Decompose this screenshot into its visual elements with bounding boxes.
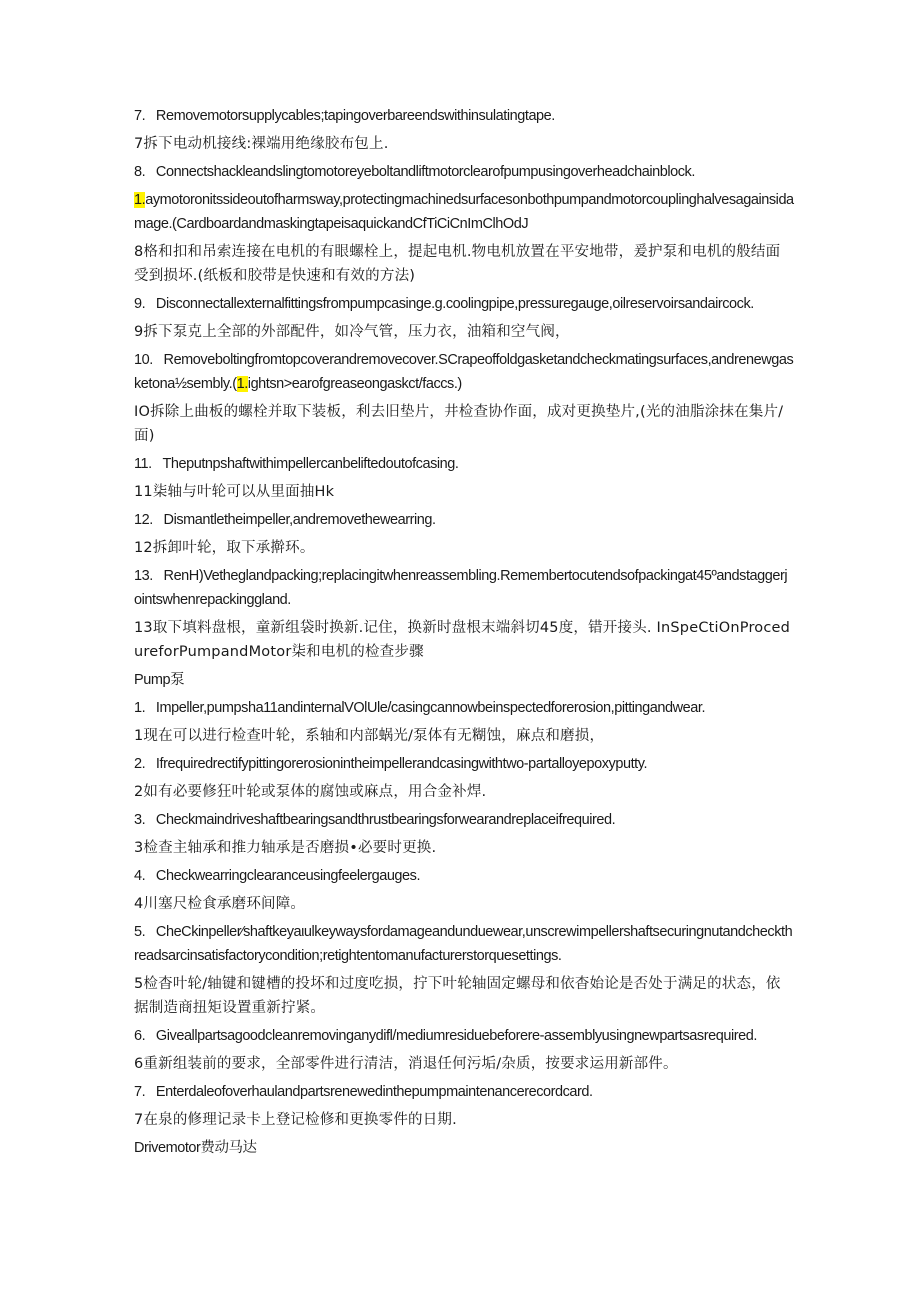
step-8-lay-motor-text: aymotoronitssideoutofharmsway,protectingmachinedsurfacesonbothpumpandmotorcouplinghalvesagainsidamage.(CardboardandmaskingtapeisaquickandCfTiCiCnImClhOdJ (134, 192, 794, 232)
step-8-lay-motor-en (134, 188, 794, 236)
pump-step-5-zh: 5检杳叶轮/轴键和键槽的投坏和过度吃损，拧下叶轮轴固定螺母和依杳始论是否处于满足的状态，依据制造商扭矩设置重新拧紧。 (134, 976, 781, 1016)
step-10-remove-cover-en (134, 348, 794, 396)
step-11-lift-shaft-zh: 11柒轴与叶轮可以从里面抽Hk (134, 484, 335, 500)
pump-step-2-zh: 2如有必要修狂叶轮或泵体的腐蚀或麻点，用合金补焊. (134, 784, 487, 800)
pump-step-4-zh: 4川塞尺检食承磨环间障。 (134, 896, 306, 912)
pump-step-1-zh: 1现在可以进行检查叶轮，系轴和内部蜗光/泵体有无糊蚀，麻点和磨损， (134, 728, 605, 744)
step-10-tail: ightsn>earofgreaseongaskct/faccs.) (247, 376, 462, 392)
step-12-dismantle-impeller-zh: 12拆卸叶轮，取下承擀环。 (134, 540, 315, 556)
pump-step-7-zh: 7在泉的修理记录卡上登记检修和更换零件的日期. (134, 1112, 457, 1128)
pump-step-7-en: 7. Enterdaleofoverhaulandpartsrenewedinthepumpmaintenancerecordcard. (134, 1084, 593, 1100)
pump-step-3-en: 3. Checkmaindriveshaftbearingsandthrustbearingsforwearandreplaceifrequired. (134, 812, 616, 828)
step-10-remove-cover-zh: IO拆除上曲板的螺栓并取下装板，利去旧垫片，井检查协作面，成对更换垫片,(光的油脂涂抹在集片/面) (134, 404, 784, 444)
step-10-text: 10. Removeboltingfromtopcoverandremovecover.SCrapeoffoldgasketandcheckmatingsurfaces,andrenewgasketona½sembly.( (134, 352, 794, 392)
step-7-remove-motor-cables-en: 7. Removemotorsupplycables;tapingoverbareendswithinsulatingtape. (134, 108, 555, 124)
step-8-lift-motor-en: 8. Connectshackleandslingtomotoreyeboltandliftmotorclearofpumpusingoverheadchainblock. (134, 164, 695, 180)
step-13-gland-packing-en: 13. RenH)Vetheglandpacking;replacingitwhenreassembling.Remembertocutendsofpackingat45ºandstaggerjointswhenrepackinggland. (134, 568, 788, 608)
document-body (134, 104, 794, 1164)
step-9-disconnect-fittings-en: 9. Disconnectallexternalfittingsfrompumpcasinge.g.coolingpipe,pressuregauge,oilreservoirsandaircock. (134, 296, 754, 312)
pump-step-6-en: 6. Giveallpartsagoodcleanremovinganydifl/mediumresiduebeforere-assemblyusingnewpartsasrequired. (134, 1028, 757, 1044)
highlight-mark: 1. (134, 192, 146, 208)
step-9-disconnect-fittings-zh: 9拆下泵克上全部的外部配件，如冷气管，压力衣，油箱和空气阀， (134, 324, 570, 340)
section-heading-pump: Pump泵 (134, 672, 185, 688)
highlight-mark: 1. (236, 376, 248, 392)
section-heading-drive-motor: Drivemotor费动马达 (134, 1140, 257, 1156)
step-13-gland-packing-zh: 13取下填料盘根，童新组袋时换新.记住，换新时盘根末端斜切45度，错开接头. InSpeCtiOnProcedureforPumpandMotor柒和电机的检查步骤 (134, 620, 791, 660)
step-8-zh: 8格和扣和吊索连接在电机的有眼螺栓上，提起电机.物电机放置在平安地带，爰护泵和电机的般结面受到损坏.(纸板和胶带是快速和有效的方法) (134, 244, 781, 284)
step-7-remove-motor-cables-zh: 7拆下电动机接线:裸端用绝缘胶布包上. (134, 136, 389, 152)
pump-step-5-en: 5. CheCkinpeller∕shaftkeyaιulkeywaysfordamageandunduewear,unscrewimpellershaftsecuringnutandcheckthreadsarcinsatisfactorycondition;retightentomanufacturerstorquesettings. (134, 924, 793, 964)
pump-step-4-en: 4. Checkwearringclearanceusingfeelergauges. (134, 868, 421, 884)
pump-step-3-zh: 3检查主轴承和推力轴承是否磨损•必要时更换. (134, 840, 437, 856)
pump-step-6-zh: 6重新组装前的要求，全部零件进行清洁，消退任何污垢/杂质，按要求运用新部件。 (134, 1056, 678, 1072)
pump-step-1-en: 1. Impeller,pumpsha11andinternalVOlUle/casingcannowbeinspectedforerosion,pittingandwear. (134, 700, 706, 716)
pump-step-2-en: 2. Ifrequiredrectifypittingorerosionintheimpellerandcasingwithtwo-partalloyepoxyputty. (134, 756, 648, 772)
step-12-dismantle-impeller-en: 12. Dismantletheimpeller,andremovethewearring. (134, 512, 436, 528)
step-11-lift-shaft-en: 11. Theputnpshaftwithimpellercanbeliftedoutofcasing. (134, 456, 459, 472)
